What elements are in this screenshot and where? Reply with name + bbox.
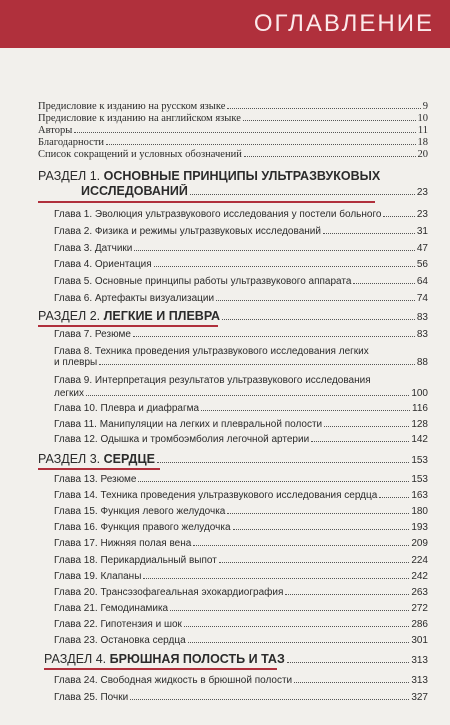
dot-leader xyxy=(143,578,409,579)
dot-leader xyxy=(86,395,409,396)
toc-entry-page: 263 xyxy=(411,587,428,598)
toc-entry-label: Авторы xyxy=(38,125,73,136)
dot-leader xyxy=(219,562,410,563)
toc-entry-chapter-12[interactable] xyxy=(54,434,428,445)
section-rule xyxy=(38,468,160,470)
dot-leader xyxy=(222,319,415,320)
toc-entry-page: 116 xyxy=(412,403,428,414)
toc-entry-label: Глава 4. Ориентация xyxy=(54,259,152,270)
toc-entry-label: Глава 11. Манипуляции на легких и плевральной полости xyxy=(54,419,323,430)
toc-entry-label: Глава 18. Перикардиальный выпот xyxy=(54,555,217,566)
toc-entry-label: Глава 7. Резюме xyxy=(54,329,131,340)
toc-entry-label: Глава 14. Техника проведения ультразвукового исследования сердца xyxy=(54,490,378,501)
section-rule xyxy=(44,668,277,670)
toc-entry-chapter-9[interactable] xyxy=(54,388,428,399)
dot-leader xyxy=(379,497,409,498)
toc-entry-page: 20 xyxy=(417,149,428,160)
toc-entry-page: 47 xyxy=(416,243,428,254)
toc-entry-label: Список сокращений и условных обозначений xyxy=(38,149,242,160)
toc-entry-front-2[interactable] xyxy=(38,113,428,124)
dot-leader xyxy=(287,662,410,663)
toc-entry-page: 31 xyxy=(416,226,428,237)
toc-entry-page: 327 xyxy=(411,692,428,703)
toc-entry-label: Глава 3. Датчики xyxy=(54,243,133,254)
toc-entry-chapter-16[interactable] xyxy=(54,522,428,533)
toc-entry-page: 74 xyxy=(416,293,428,304)
toc-entry-page: 193 xyxy=(411,522,428,533)
dot-leader xyxy=(106,144,415,145)
toc-entry-chapter-24[interactable] xyxy=(54,675,428,686)
toc-entry-chapter-8[interactable] xyxy=(54,357,428,368)
section-prefix: РАЗДЕЛ 4. xyxy=(44,652,110,666)
toc-entry-page: 10 xyxy=(417,113,428,124)
section-title: БРЮШНАЯ ПОЛОСТЬ И ТАЗ xyxy=(109,652,285,666)
toc-entry-chapter-5[interactable] xyxy=(54,276,428,287)
toc-entry-chapter-20[interactable] xyxy=(54,587,428,598)
section-heading-2[interactable] xyxy=(38,309,428,323)
toc-entry-front-5[interactable] xyxy=(38,149,428,160)
section-title: ЛЕГКИЕ И ПЛЕВРА xyxy=(103,309,221,323)
toc-entry-chapter-13[interactable] xyxy=(54,474,428,485)
toc-entry-front-3[interactable] xyxy=(38,125,428,136)
section-heading-1[interactable] xyxy=(38,169,380,183)
toc-entry-label: Глава 24. Свободная жидкость в брюшной полости xyxy=(54,675,293,686)
section-title-line2: ИССЛЕДОВАНИЙ xyxy=(81,184,188,198)
dot-leader xyxy=(74,132,416,133)
section-page: 153 xyxy=(411,455,428,466)
toc-entry-page: 301 xyxy=(411,635,428,646)
dot-leader xyxy=(130,699,409,700)
toc-entry-chapter-23[interactable] xyxy=(54,635,428,646)
dot-leader xyxy=(184,626,409,627)
toc-entry-page: 88 xyxy=(416,357,428,368)
toc-entry-label: Глава 5. Основные принципы работы ультразвукового аппарата xyxy=(54,276,352,287)
section-heading-1-line2[interactable] xyxy=(81,184,428,198)
toc-entry-front-1[interactable] xyxy=(38,101,428,112)
section-heading-4[interactable] xyxy=(44,652,428,666)
toc-entry-page: 56 xyxy=(416,259,428,270)
dot-leader xyxy=(216,300,415,301)
toc-entry-chapter-4[interactable] xyxy=(54,259,428,270)
dot-leader xyxy=(294,682,409,683)
toc-entry-page: 142 xyxy=(411,434,428,445)
section-prefix: РАЗДЕЛ 1. xyxy=(38,169,104,183)
toc-entry-label: Глава 13. Резюме xyxy=(54,474,137,485)
dot-leader xyxy=(190,194,415,195)
toc-entry-chapter-11[interactable] xyxy=(54,419,428,430)
dot-leader xyxy=(170,610,409,611)
toc-entry-label: Глава 21. Гемодинамика xyxy=(54,603,169,614)
dot-leader xyxy=(157,462,409,463)
toc-entry-page: 100 xyxy=(411,388,428,399)
toc-entry-chapter-8-line1[interactable]: Глава 8. Техника проведения ультразвукового исследования легких xyxy=(54,346,369,357)
toc-entry-page: 242 xyxy=(411,571,428,582)
toc-entry-page: 163 xyxy=(411,490,428,501)
dot-leader xyxy=(134,250,415,251)
toc-entry-page: 11 xyxy=(417,125,428,136)
dot-leader xyxy=(227,108,420,109)
toc-entry-page: 9 xyxy=(422,101,428,112)
toc-entry-label: Глава 23. Остановка сердца xyxy=(54,635,186,646)
dot-leader xyxy=(243,120,416,121)
section-rule xyxy=(38,325,218,327)
header-banner xyxy=(0,0,450,48)
toc-entry-label: Глава 2. Физика и режимы ультразвуковых исследований xyxy=(54,226,321,237)
toc-entry-label: Благодарности xyxy=(38,137,105,148)
toc-entry-chapter-14[interactable] xyxy=(54,490,428,501)
dot-leader xyxy=(138,481,409,482)
dot-leader xyxy=(285,594,409,595)
toc-entry-front-4[interactable] xyxy=(38,137,428,148)
section-prefix: РАЗДЕЛ 2. xyxy=(38,309,104,323)
toc-entry-page: 128 xyxy=(411,419,428,430)
dot-leader xyxy=(227,513,409,514)
toc-entry-chapter-17[interactable] xyxy=(54,538,428,549)
toc-entry-chapter-7[interactable] xyxy=(54,329,428,340)
toc-entry-label: Глава 10. Плевра и диафрагма xyxy=(54,403,200,414)
toc-entry-page: 313 xyxy=(411,675,428,686)
toc-entry-label: Глава 6. Артефакты визуализации xyxy=(54,293,215,304)
section-page: 23 xyxy=(416,187,428,198)
toc-entry-label: Предисловие к изданию на английском языке xyxy=(38,113,241,124)
toc-entry-chapter-9-line1[interactable]: Глава 9. Интерпретация результатов ультразвукового исследования xyxy=(54,375,371,386)
toc-entry-chapter-21[interactable] xyxy=(54,603,428,614)
toc-entry-label: Глава 17. Нижняя полая вена xyxy=(54,538,192,549)
toc-entry-chapter-22[interactable] xyxy=(54,619,428,630)
toc-entry-chapter-3[interactable] xyxy=(54,243,428,254)
dot-leader xyxy=(193,545,409,546)
toc-entry-label: Глава 12. Одышка и тромбоэмболия легочной артерии xyxy=(54,434,310,445)
toc-entry-label: Глава 25. Почки xyxy=(54,692,129,703)
toc-entry-chapter-10[interactable] xyxy=(54,403,428,414)
toc-entry-page: 64 xyxy=(416,276,428,287)
dot-leader xyxy=(154,266,415,267)
toc-entry-label: Глава 1. Эволюция ультразвукового исследования у постели больного xyxy=(54,209,382,220)
toc-entry-page: 18 xyxy=(417,137,428,148)
dot-leader xyxy=(133,336,415,337)
toc-entry-page: 153 xyxy=(411,474,428,485)
section-heading-3[interactable] xyxy=(38,452,428,466)
section-page: 313 xyxy=(411,655,428,666)
dot-leader xyxy=(324,426,409,427)
toc-entry-page: 209 xyxy=(411,538,428,549)
toc-entry-label: Предисловие к изданию на русском языке xyxy=(38,101,226,112)
toc-entry-chapter-1[interactable] xyxy=(54,209,428,220)
dot-leader xyxy=(233,529,410,530)
toc-entry-chapter-19[interactable] xyxy=(54,571,428,582)
toc-entry-chapter-18[interactable] xyxy=(54,555,428,566)
dot-leader xyxy=(244,156,416,157)
toc-entry-chapter-6[interactable] xyxy=(54,293,428,304)
toc-entry-label-line2: и плевры xyxy=(54,357,98,368)
dot-leader xyxy=(353,283,414,284)
toc-entry-page: 286 xyxy=(411,619,428,630)
toc-entry-page: 180 xyxy=(411,506,428,517)
toc-entry-page: 83 xyxy=(416,329,428,340)
section-title: ОСНОВНЫЕ ПРИНЦИПЫ УЛЬТРАЗВУКОВЫХ xyxy=(103,169,381,183)
toc-entry-chapter-15[interactable] xyxy=(54,506,428,517)
dot-leader xyxy=(383,216,414,217)
section-rule xyxy=(38,201,375,203)
dot-leader xyxy=(188,642,410,643)
section-page: 83 xyxy=(416,312,428,323)
toc-entry-label: Глава 15. Функция левого желудочка xyxy=(54,506,226,517)
toc-entry-label: Глава 20. Трансэзофагеальная эхокардиография xyxy=(54,587,284,598)
toc-entry-label-line2: легких xyxy=(54,388,85,399)
toc-entry-page: 224 xyxy=(411,555,428,566)
section-title: СЕРДЦЕ xyxy=(103,452,155,466)
dot-leader xyxy=(99,364,415,365)
dot-leader xyxy=(323,233,415,234)
dot-leader xyxy=(311,441,409,442)
section-prefix: РАЗДЕЛ 3. xyxy=(38,452,104,466)
toc-entry-page: 23 xyxy=(416,209,428,220)
page-title: ОГЛАВЛЕНИЕ xyxy=(253,10,434,37)
toc-entry-chapter-25[interactable] xyxy=(54,692,428,703)
toc-entry-page: 272 xyxy=(411,603,428,614)
toc-entry-label: Глава 19. Клапаны xyxy=(54,571,142,582)
toc-entry-label: Глава 22. Гипотензия и шок xyxy=(54,619,182,630)
dot-leader xyxy=(201,410,410,411)
toc-entry-label: Глава 16. Функция правого желудочка xyxy=(54,522,231,533)
toc-entry-chapter-2[interactable] xyxy=(54,226,428,237)
